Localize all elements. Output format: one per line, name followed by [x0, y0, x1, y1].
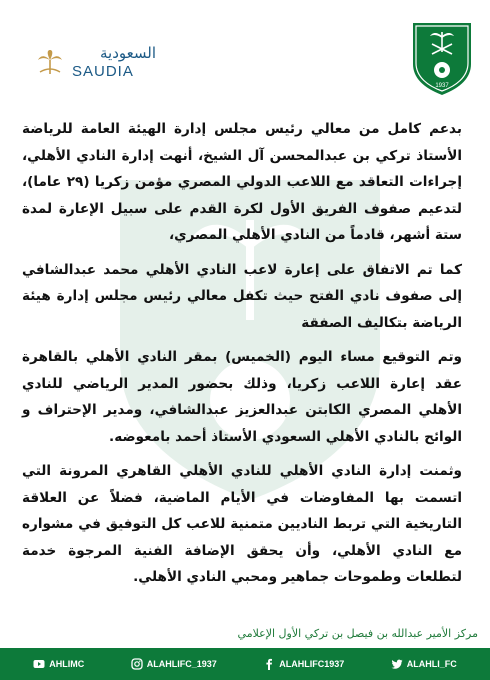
facebook-handle[interactable]: [263, 658, 344, 670]
saudia-sponsor-logo: [36, 44, 157, 80]
article-paragraph: وتم التوقيع مساء اليوم (الخميس) بمقر النادي الأهلي بالقاهرة عقد إعارة اللاعب زكريا، وذلك بحضور المدير الرياضي للنادي الأهلي المصري الكابتن عبدالعزيز عبدالشافي، ومدير الإحتراف و الوائح بالنادي الأهلي السعودي الأستاذ أحمد بامعوضه.: [22, 349, 462, 445]
club-founded-year: 1937: [435, 83, 449, 89]
twitter-icon: [391, 658, 403, 670]
article-paragraph: كما تم الاتفاق على إعارة لاعب النادي الأهلي محمد عبدالشافي إلى صفوف نادي الفتح حيث تكفل معالي رئيس مجلس إدارة هيئة الرياضة بتكاليف الصفقة: [22, 261, 462, 331]
youtube-handle-text: AHLIMC: [49, 659, 85, 669]
article-body: [22, 116, 462, 591]
youtube-icon: [33, 658, 45, 670]
article-paragraph: بدعم كامل من معالي رئيس مجلس إدارة الهيئة العامة للرياضة الأستاذ تركي بن عبدالمحسن آل الشيخ، أنهت إدارة النادي الأهلي، إجراءات التعاقد مع اللاعب الدولي المصري مؤمن زكريا (٢٩ عاما)، لتدعيم صفوف الفريق الأول لكرة القدم على سبيل الإعارة لمدة ستة أشهر، قادماً من النادي الأهلي المصري،: [22, 121, 462, 243]
twitter-handle-text: ALAHLI_FC: [406, 659, 457, 669]
saudia-palm-icon: [36, 48, 64, 76]
facebook-handle-text: ALAHLIFC1937: [279, 659, 345, 669]
youtube-handle[interactable]: [33, 658, 84, 670]
facebook-icon: [263, 658, 275, 670]
instagram-handle[interactable]: [131, 658, 217, 670]
instagram-icon: [131, 658, 143, 670]
article-paragraph: وثمنت إدارة النادي الأهلي للنادي الأهلي القاهري المرونة التي اتسمت بها المفاوضات في الأيام الماضية، فضلاً عن العلاقة التاريخية التي تربط الناديين متمنية للاعب كل التوفيق في مشواره مع النادي الأهلي، وأن يحقق الإضافة الفنية المرجوة خدمة لتطلعات وطموحات جماهير ومحبي النادي الأهلي.: [22, 463, 462, 585]
sponsor-name-english: SAUDIA: [72, 63, 134, 80]
sponsor-name-arabic: السعودية: [100, 44, 157, 62]
media-center-credit: مركز الأمير عبدالله بن فيصل بن تركي الأول الإعلامي: [237, 627, 478, 640]
twitter-handle[interactable]: [391, 658, 457, 670]
instagram-handle-text: ALAHLIFC_1937: [146, 659, 217, 669]
header: [0, 0, 490, 110]
al-ahli-club-crest-icon: [408, 18, 476, 98]
social-footer: [0, 648, 490, 680]
